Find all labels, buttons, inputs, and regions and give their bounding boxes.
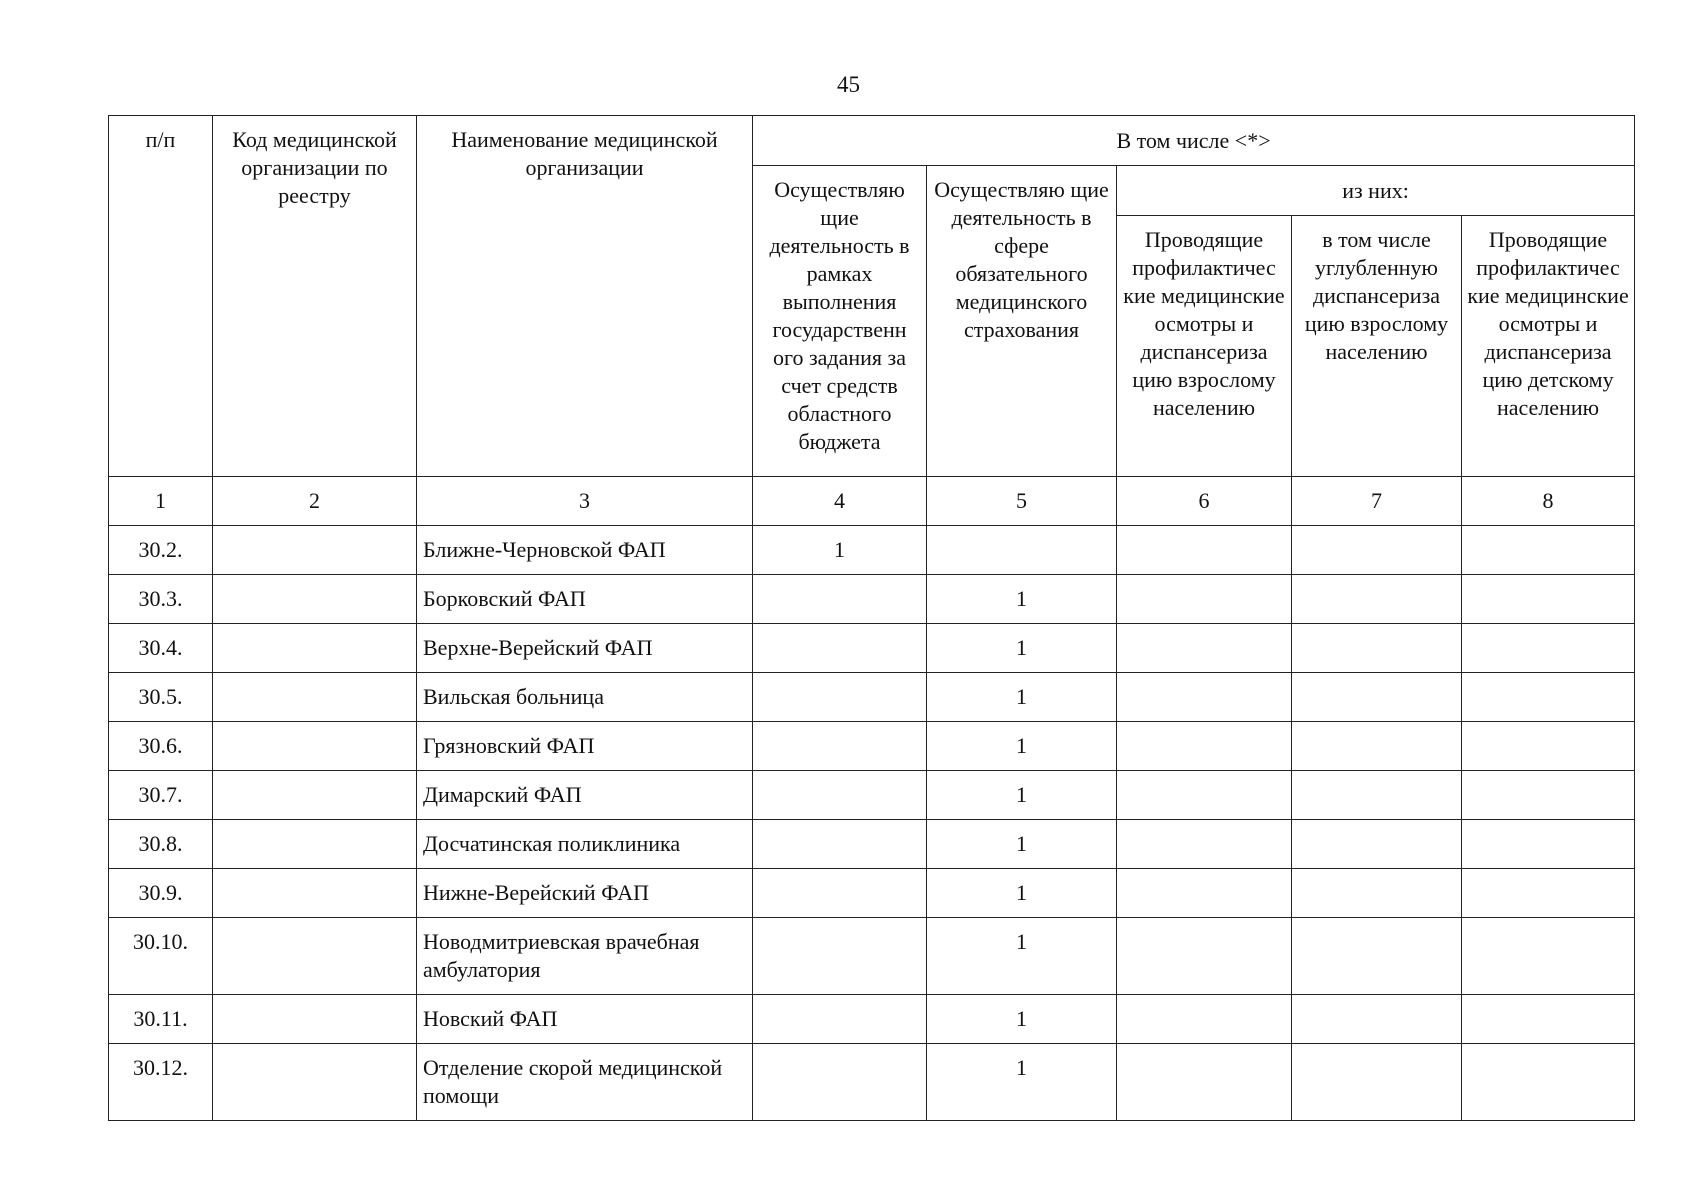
row-prof-child [1462,869,1635,918]
row-oms: 1 [927,820,1117,869]
row-prof-adult [1117,869,1292,918]
table-row [109,869,1635,918]
row-prof-child [1462,526,1635,575]
column-number: 1 [109,477,213,526]
header-name: Наименование медицинской организации [417,116,753,477]
table-row [109,771,1635,820]
header-of-them: из них: [1117,166,1635,216]
row-prof-adult [1117,673,1292,722]
row-number: 30.2. [109,526,213,575]
row-prof-adult [1117,526,1292,575]
row-deep-adult [1292,673,1462,722]
row-code [213,575,417,624]
row-prof-child [1462,575,1635,624]
table-row [109,722,1635,771]
row-oms: 1 [927,995,1117,1044]
header-prof-child: Проводящие профилактичес кие медицинские осмотры и диспансериза цию детскому населению [1462,216,1635,477]
table-row [109,575,1635,624]
header-row-1 [109,116,1635,166]
row-name: Новодмитриевская врачебная амбулатория [417,918,753,995]
row-number: 30.6. [109,722,213,771]
row-prof-child [1462,624,1635,673]
row-state-task: 1 [753,526,927,575]
row-state-task [753,673,927,722]
header-including: В том числе <*> [753,116,1635,166]
medical-organizations-table [108,115,1635,1121]
row-code [213,1044,417,1121]
header-pp: п/п [109,116,213,477]
row-name: Верхне-Верейский ФАП [417,624,753,673]
row-deep-adult [1292,820,1462,869]
row-prof-child [1462,995,1635,1044]
column-number: 7 [1292,477,1462,526]
row-prof-child [1462,673,1635,722]
table-row [109,673,1635,722]
row-prof-adult [1117,722,1292,771]
header-oms: Осуществляю щие деятельность в сфере обязательного медицинского страхования [927,166,1117,477]
row-deep-adult [1292,1044,1462,1121]
header-deep-adult: в том числе углубленную диспансериза цию взрослому населению [1292,216,1462,477]
row-prof-child [1462,820,1635,869]
row-number: 30.4. [109,624,213,673]
table-row [109,995,1635,1044]
row-number: 30.9. [109,869,213,918]
row-prof-child [1462,722,1635,771]
row-number: 30.5. [109,673,213,722]
row-state-task [753,771,927,820]
row-state-task [753,918,927,995]
row-deep-adult [1292,575,1462,624]
row-name: Ближне-Черновской ФАП [417,526,753,575]
table-row [109,918,1635,995]
row-oms [927,526,1117,575]
column-number: 3 [417,477,753,526]
header-code: Код медицинской организации по реестру [213,116,417,477]
row-name: Грязновский ФАП [417,722,753,771]
row-oms: 1 [927,1044,1117,1121]
row-number: 30.10. [109,918,213,995]
column-number: 5 [927,477,1117,526]
row-code [213,869,417,918]
row-prof-adult [1117,1044,1292,1121]
row-prof-adult [1117,820,1292,869]
column-number-row [109,477,1635,526]
row-prof-child [1462,1044,1635,1121]
row-number: 30.11. [109,995,213,1044]
row-code [213,673,417,722]
row-prof-adult [1117,624,1292,673]
row-number: 30.3. [109,575,213,624]
column-number: 6 [1117,477,1292,526]
row-deep-adult [1292,722,1462,771]
row-number: 30.12. [109,1044,213,1121]
page-number: 45 [837,72,860,97]
header-prof-adult: Проводящие профилактичес кие медицинские осмотры и диспансериза цию взрослому населению [1117,216,1292,477]
table-row [109,1044,1635,1121]
row-oms: 1 [927,575,1117,624]
header-state-task: Осуществляю щие деятельность в рамках выполнения государственн ого задания за счет средств областного бюджета [753,166,927,477]
row-name: Отделение скорой медицинской помощи [417,1044,753,1121]
row-oms: 1 [927,673,1117,722]
row-deep-adult [1292,869,1462,918]
row-name: Досчатинская поликлиника [417,820,753,869]
row-code [213,624,417,673]
row-state-task [753,869,927,918]
row-prof-child [1462,918,1635,995]
row-prof-adult [1117,995,1292,1044]
table-row [109,624,1635,673]
column-number: 8 [1462,477,1635,526]
row-deep-adult [1292,526,1462,575]
row-name: Нижне-Верейский ФАП [417,869,753,918]
row-name: Новский ФАП [417,995,753,1044]
row-prof-child [1462,771,1635,820]
row-state-task [753,820,927,869]
row-state-task [753,1044,927,1121]
row-oms: 1 [927,722,1117,771]
row-name: Димарский ФАП [417,771,753,820]
row-deep-adult [1292,624,1462,673]
row-code [213,995,417,1044]
row-code [213,722,417,771]
row-code [213,526,417,575]
row-prof-adult [1117,771,1292,820]
row-oms: 1 [927,771,1117,820]
row-oms: 1 [927,624,1117,673]
row-number: 30.8. [109,820,213,869]
column-number: 4 [753,477,927,526]
row-oms: 1 [927,869,1117,918]
row-state-task [753,995,927,1044]
row-name: Вильская больница [417,673,753,722]
row-deep-adult [1292,771,1462,820]
row-deep-adult [1292,995,1462,1044]
row-code [213,918,417,995]
row-number: 30.7. [109,771,213,820]
row-state-task [753,624,927,673]
table-row [109,526,1635,575]
row-code [213,820,417,869]
row-state-task [753,575,927,624]
row-prof-adult [1117,918,1292,995]
column-number: 2 [213,477,417,526]
row-oms: 1 [927,918,1117,995]
row-code [213,771,417,820]
row-name: Борковский ФАП [417,575,753,624]
row-prof-adult [1117,575,1292,624]
row-state-task [753,722,927,771]
table-row [109,820,1635,869]
row-deep-adult [1292,918,1462,995]
